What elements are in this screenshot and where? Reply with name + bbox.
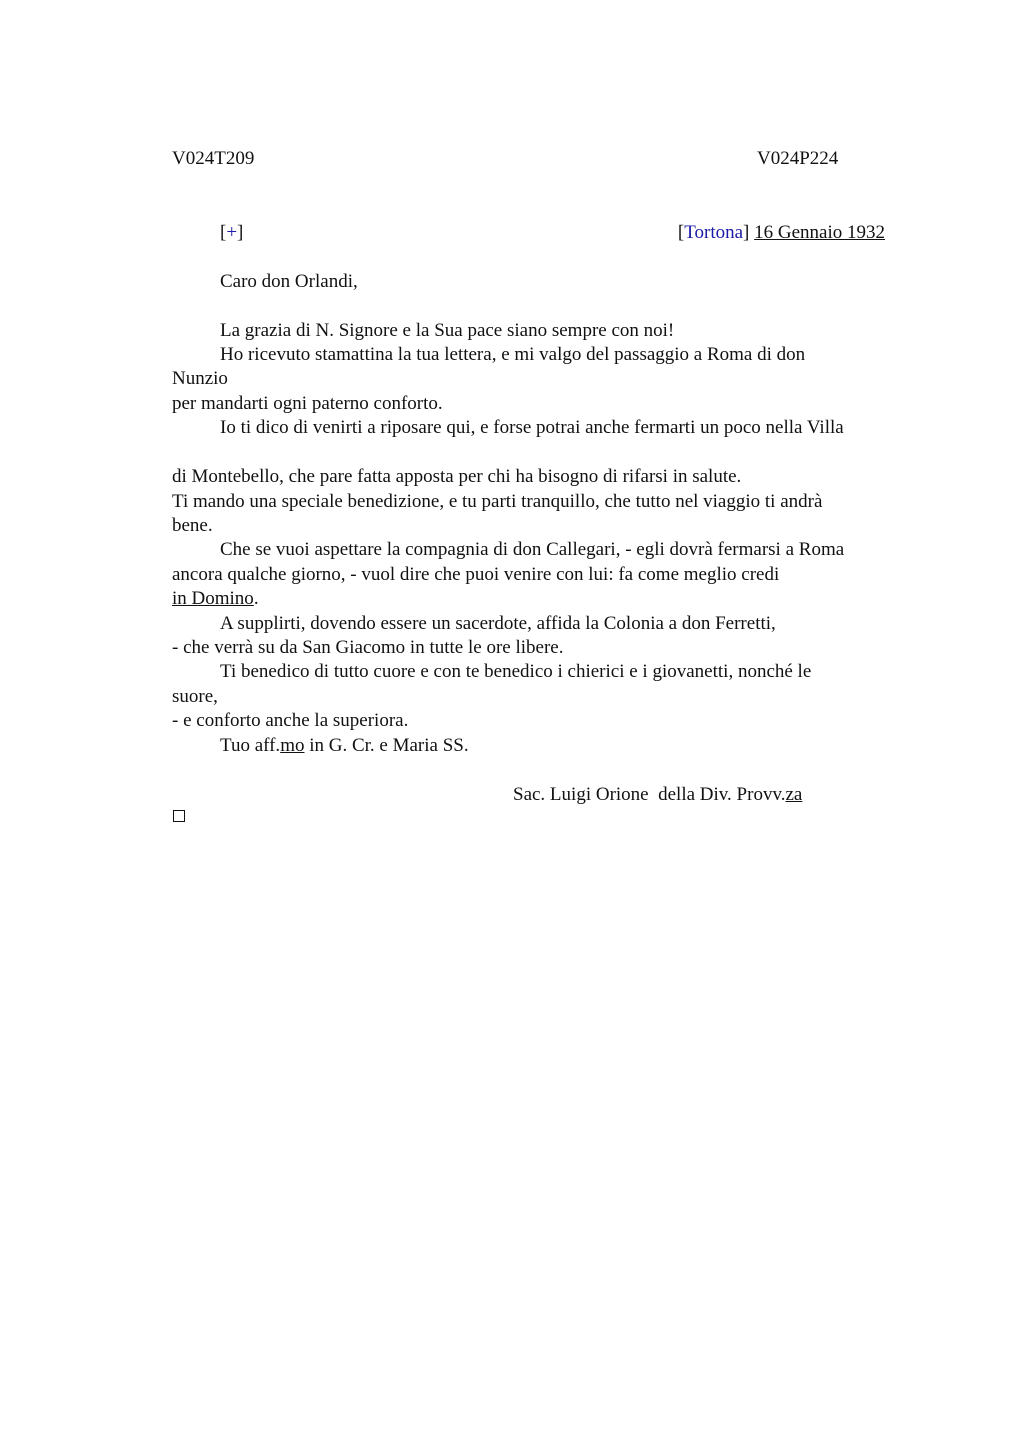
document-code-right: V024P224 <box>757 148 839 169</box>
closing <box>220 734 469 758</box>
letter-date: 16 Gennaio 1932 <box>754 222 885 243</box>
signature-text: Sac. Luigi Orione della Div. Provv. <box>513 784 786 805</box>
body-line: Ho ricevuto stamattina la tua lettera, e mi valgo del passaggio a Roma di don <box>220 344 806 365</box>
cross-link[interactable]: + <box>226 222 238 243</box>
body-line: per mandarti ogni paterno conforto. <box>172 393 443 414</box>
checkbox-square-icon <box>173 810 185 822</box>
body-line: - che verrà su da San Giacomo in tutte le ore libere. <box>172 637 564 658</box>
body-line: Ti mando una speciale benedizione, e tu parti tranquillo, che tutto nel viaggio ti andrà <box>172 491 823 512</box>
body-line: A supplirti, dovendo essere un sacerdote, affida la Colonia a don Ferretti, <box>220 613 776 634</box>
body-line: ancora qualche giorno, - vuol dire che puoi venire con lui: fa come meglio credi <box>172 564 780 585</box>
place-bracket-open: [ <box>677 222 685 243</box>
document-code-left: V024T209 <box>172 148 255 169</box>
body-line: La grazia di N. Signore e la Sua pace siano sempre con noi! <box>220 320 675 341</box>
closing-post: in G. Cr. e Maria SS. <box>304 735 469 756</box>
body-line: bene. <box>172 515 213 536</box>
salutation: Caro don Orlandi, <box>220 271 358 292</box>
body-line: Ti benedico di tutto cuore e con te benedico i chierici e i giovanetti, nonché le <box>220 661 812 682</box>
body-line: Nunzio <box>172 368 228 389</box>
signature <box>513 783 802 807</box>
body-line-in-domino <box>172 587 259 611</box>
body-line: Che se vuoi aspettare la compagnia di don Callegari, - egli dovrà fermarsi a Roma <box>220 539 845 560</box>
body-line: di Montebello, che pare fatta apposta per chi ha bisogno di rifarsi in salute. <box>172 466 742 487</box>
closing-pre: Tuo aff. <box>220 735 281 756</box>
in-domino: in Domino <box>172 588 254 609</box>
body-line: suore, <box>172 686 218 707</box>
bracket-open: [ <box>220 222 227 243</box>
signature-abbrev: za <box>785 784 803 805</box>
dateline <box>678 221 885 245</box>
closing-abbrev: mo <box>280 735 305 756</box>
body-line: Io ti dico di venirti a riposare qui, e forse potrai anche fermarti un poco nella Villa <box>220 417 844 438</box>
place-bracket-close: ] <box>743 222 750 243</box>
period: . <box>253 588 259 609</box>
bracket-close: ] <box>237 222 244 243</box>
place-link[interactable]: Tortona <box>684 222 744 243</box>
cross-mark <box>220 221 243 245</box>
body-line: - e conforto anche la superiora. <box>172 710 409 731</box>
